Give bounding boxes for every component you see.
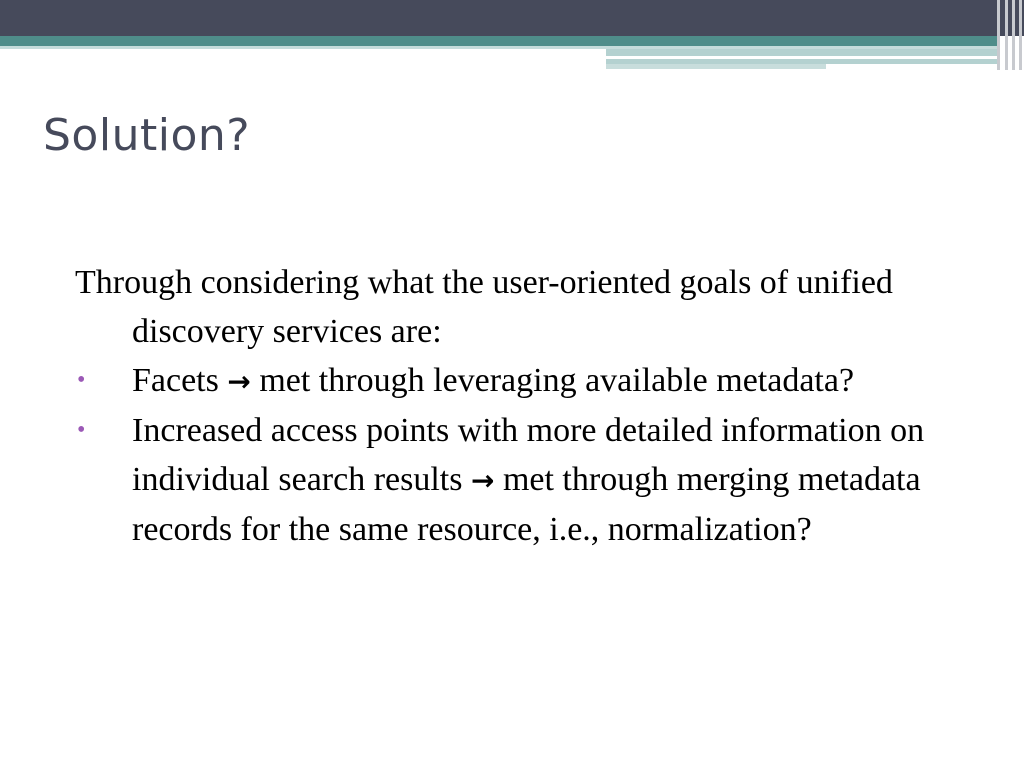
right-arrow-icon: → — [227, 365, 251, 398]
bullet-marker: • — [77, 417, 86, 443]
bullet-text-start: Facets — [132, 362, 219, 399]
bullet-item-access-points — [75, 406, 975, 554]
bullet-text-end: met through leveraging available metadata? — [259, 362, 855, 399]
intro-paragraph: Through considering what the user-oriented goals of unified discovery services are: — [75, 264, 893, 350]
bullet-marker: • — [77, 367, 86, 393]
accent-rule-4 — [606, 64, 826, 69]
corner-stripe — [1019, 0, 1022, 70]
corner-stripe — [1012, 0, 1015, 70]
accent-rule-2 — [606, 49, 1000, 56]
teal-accent-band — [0, 36, 1000, 46]
right-arrow-icon: → — [470, 464, 495, 497]
bullet-text-end: met through merging metadata records for the same resource, i.e., normalization? — [132, 461, 921, 548]
bullet-item-facets — [75, 356, 975, 406]
slide-body — [75, 258, 975, 554]
corner-stripe — [1005, 0, 1008, 70]
header-band — [0, 0, 1024, 36]
slide-title: Solution? — [43, 110, 251, 161]
corner-stripe — [997, 0, 1000, 70]
accent-rule-white — [826, 56, 946, 59]
bullet-text-start: Increased access points with more detailed information on individual search results — [132, 412, 925, 498]
